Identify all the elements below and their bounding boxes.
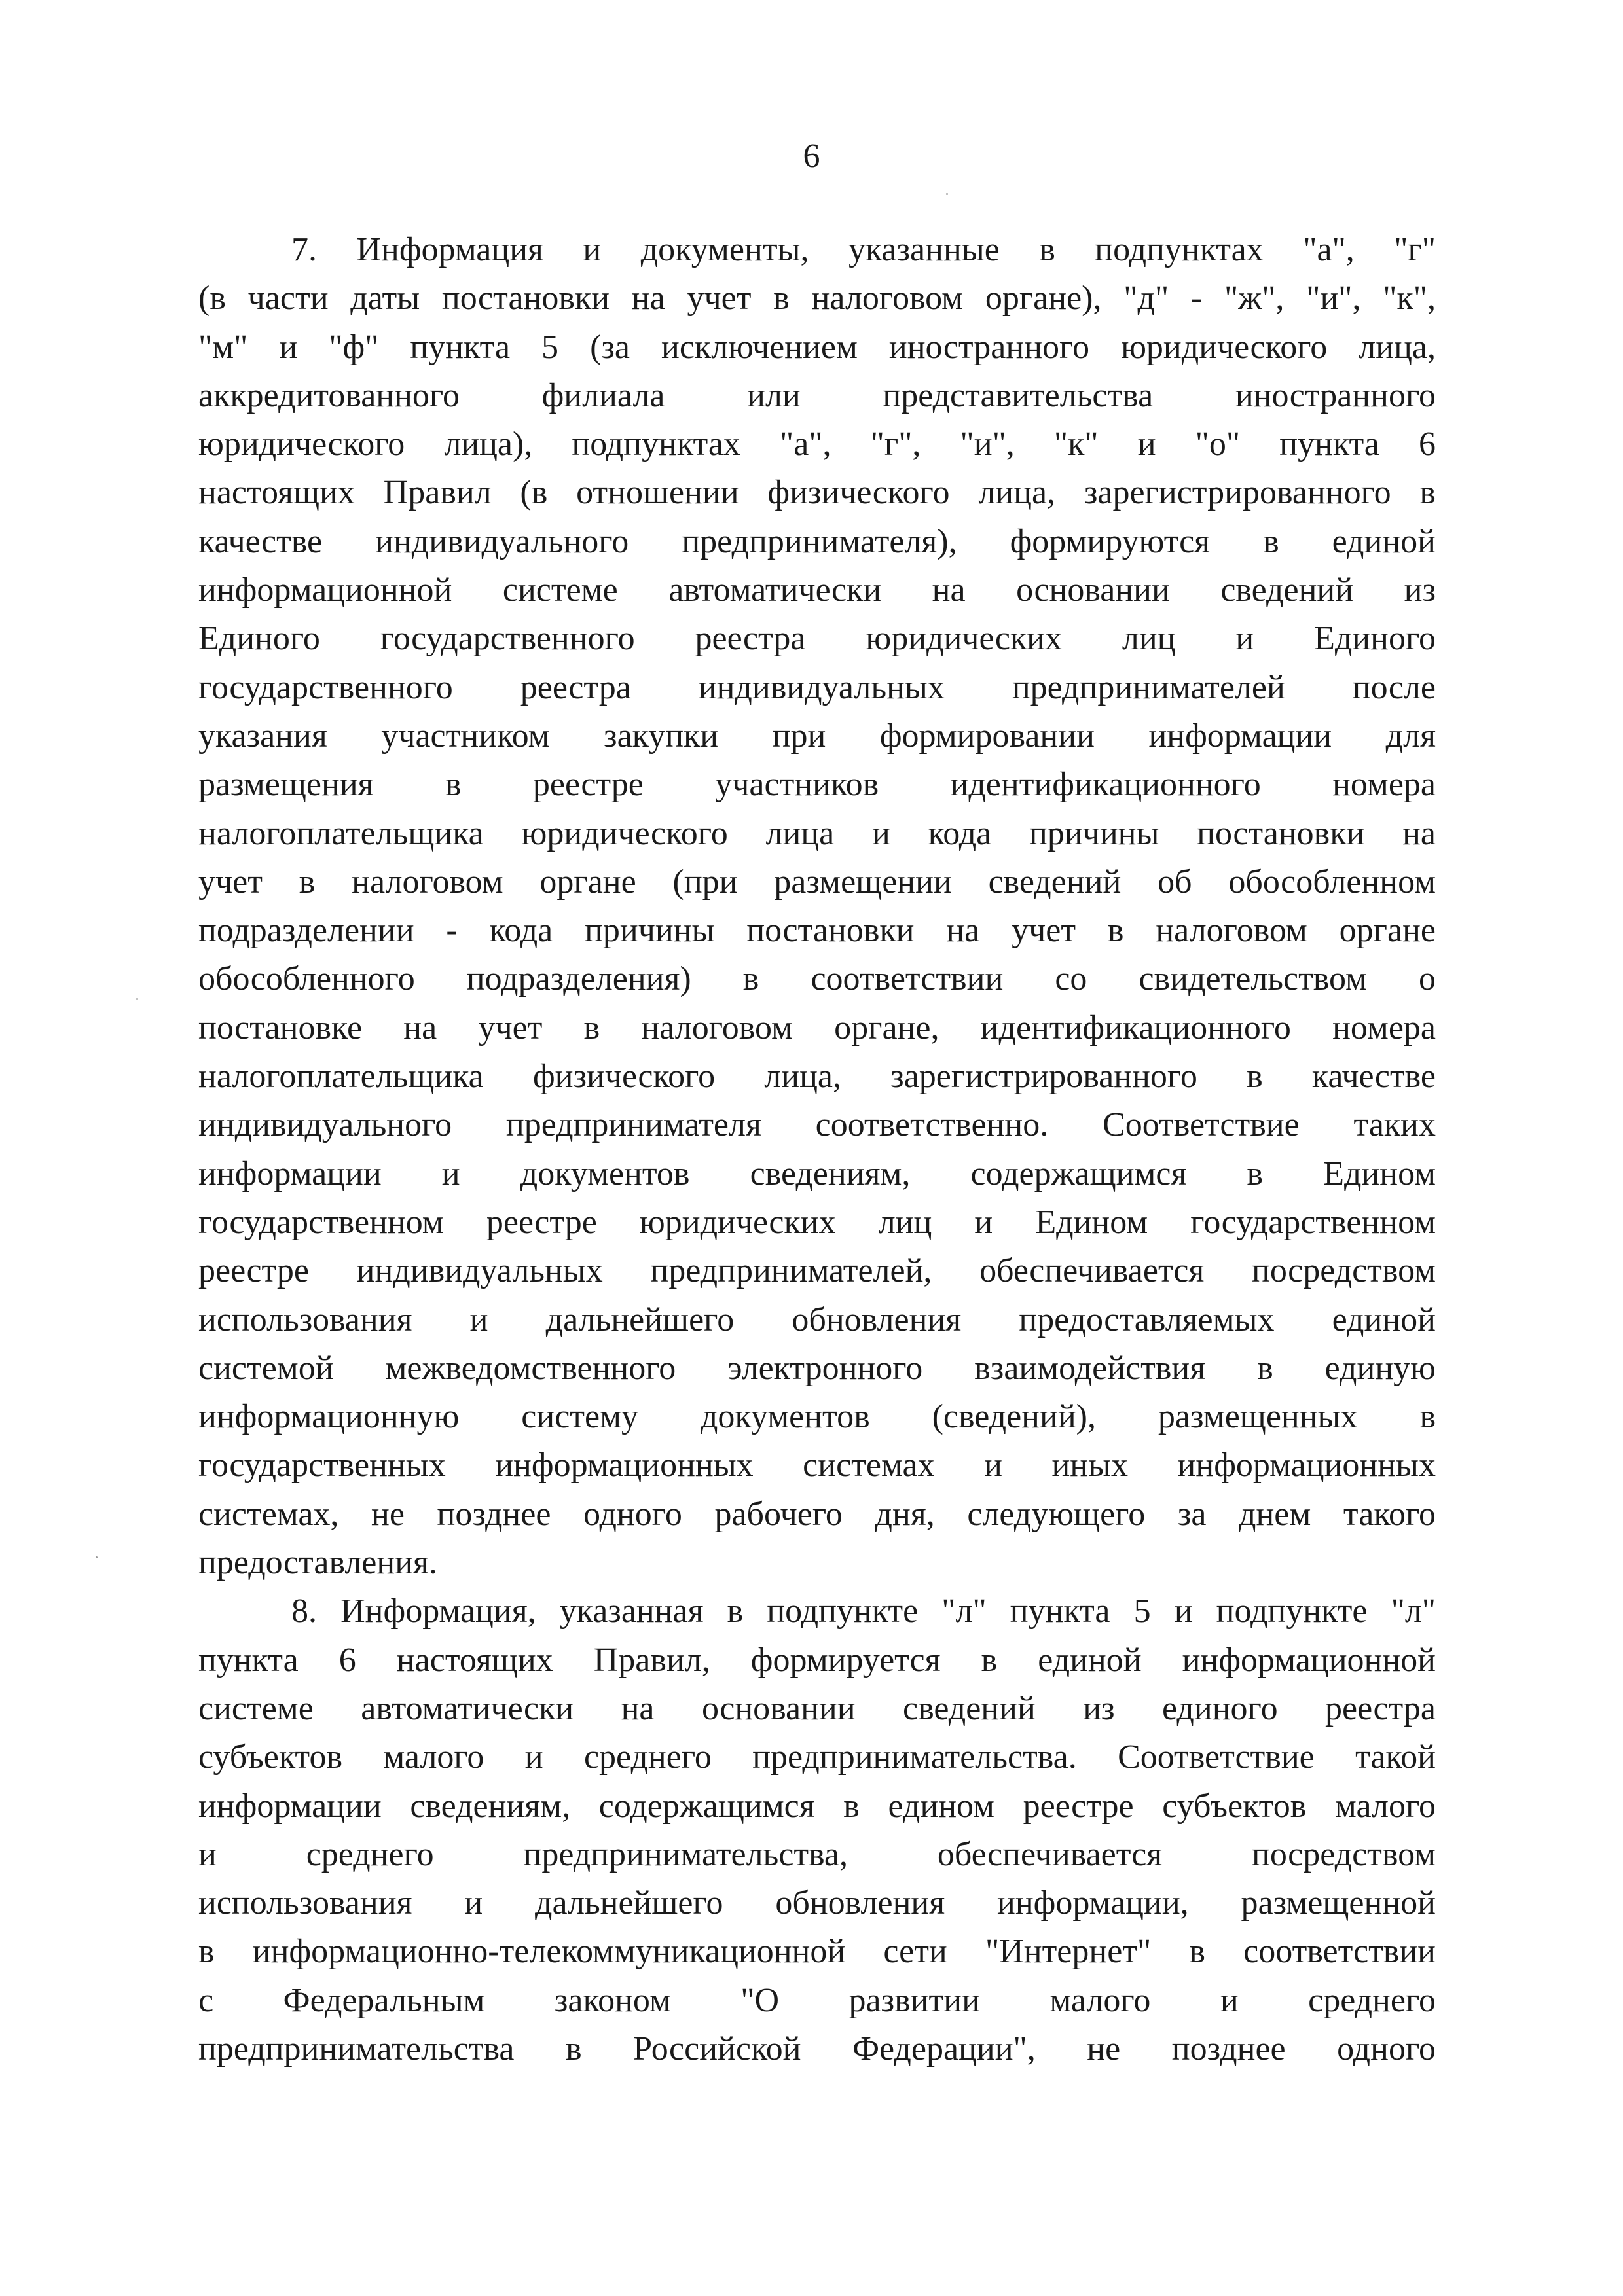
text-line: налогоплательщика юридического лица и кода причины постановки на xyxy=(198,814,1436,852)
text-line: реестре индивидуальных предпринимателей, обеспечивается посредством xyxy=(198,1252,1436,1290)
text-line: постановке на учет в налоговом органе, идентификационного номера xyxy=(198,1009,1436,1047)
text-line: аккредитованного филиала или представительства иностранного xyxy=(198,376,1436,414)
text-line: (в части даты постановки на учет в налоговом органе), "д" - "ж", "и", "к", xyxy=(198,279,1436,317)
text-line: 7. Информация и документы, указанные в подпунктах "а", "г" xyxy=(291,231,1436,268)
text-line: Единого государственного реестра юридических лиц и Единого xyxy=(198,620,1436,658)
text-line: информационной системе автоматически на основании сведений из xyxy=(198,571,1436,609)
text-line: указания участником закупки при формировании информации для xyxy=(198,717,1436,755)
text-line: государственном реестре юридических лиц и Едином государственном xyxy=(198,1203,1436,1241)
text-line: использования и дальнейшего обновления предоставляемых единой xyxy=(198,1300,1436,1338)
text-line: предоставления. xyxy=(198,1544,437,1582)
text-line: в информационно-телекоммуникационной сети "Интернет" в соответствии xyxy=(198,1933,1436,1971)
text-line: обособленного подразделения) в соответствии со свидетельством о xyxy=(198,960,1436,998)
text-line: информации сведениям, содержащимся в едином реестре субъектов малого xyxy=(198,1787,1436,1825)
text-line: пункта 6 настоящих Правил, формируется в единой информационной xyxy=(198,1641,1436,1679)
text-line: государственных информационных системах и иных информационных xyxy=(198,1446,1436,1484)
text-line: 8. Информация, указанная в подпункте "л" пункта 5 и подпункте "л" xyxy=(291,1592,1436,1630)
scan-speck xyxy=(136,998,138,1000)
text-line: "м" и "ф" пункта 5 (за исключением иностранного юридического лица, xyxy=(198,328,1436,366)
text-line: качестве индивидуального предпринимателя), формируются в единой xyxy=(198,522,1436,560)
text-line: субъектов малого и среднего предпринимательства. Соответствие такой xyxy=(198,1738,1436,1776)
document-body xyxy=(198,226,1436,2073)
text-line: с Федеральным законом "О развитии малого и среднего xyxy=(198,1981,1436,2019)
text-line: индивидуального предпринимателя соответственно. Соответствие таких xyxy=(198,1106,1436,1144)
text-line: предпринимательства в Российской Федерации", не позднее одного xyxy=(198,2030,1436,2068)
text-line: системой межведомственного электронного взаимодействия в единую xyxy=(198,1349,1436,1387)
text-line: настоящих Правил (в отношении физического лица, зарегистрированного в xyxy=(198,474,1436,512)
text-line: информации и документов сведениям, содержащимся в Едином xyxy=(198,1155,1436,1193)
scan-speck xyxy=(946,193,948,195)
text-line: юридического лица), подпунктах "а", "г", "и", "к" и "о" пункта 6 xyxy=(198,425,1436,463)
text-line: подразделении - кода причины постановки на учет в налоговом органе xyxy=(198,912,1436,950)
scan-speck xyxy=(96,1556,98,1558)
text-line: информационную систему документов (сведений), размещенных в xyxy=(198,1398,1436,1436)
text-line: государственного реестра индивидуальных предпринимателей после xyxy=(198,668,1436,706)
text-line: системе автоматически на основании сведений из единого реестра xyxy=(198,1689,1436,1727)
text-line: налогоплательщика физического лица, зарегистрированного в качестве xyxy=(198,1058,1436,1096)
text-line: системах, не позднее одного рабочего дня, следующего за днем такого xyxy=(198,1495,1436,1533)
text-line: размещения в реестре участников идентификационного номера xyxy=(198,766,1436,804)
text-line: учет в налоговом органе (при размещении сведений об обособленном xyxy=(198,863,1436,901)
page-number: 6 xyxy=(803,137,820,175)
text-line: использования и дальнейшего обновления информации, размещенной xyxy=(198,1884,1436,1922)
text-line: и среднего предпринимательства, обеспечивается посредством xyxy=(198,1835,1436,1873)
